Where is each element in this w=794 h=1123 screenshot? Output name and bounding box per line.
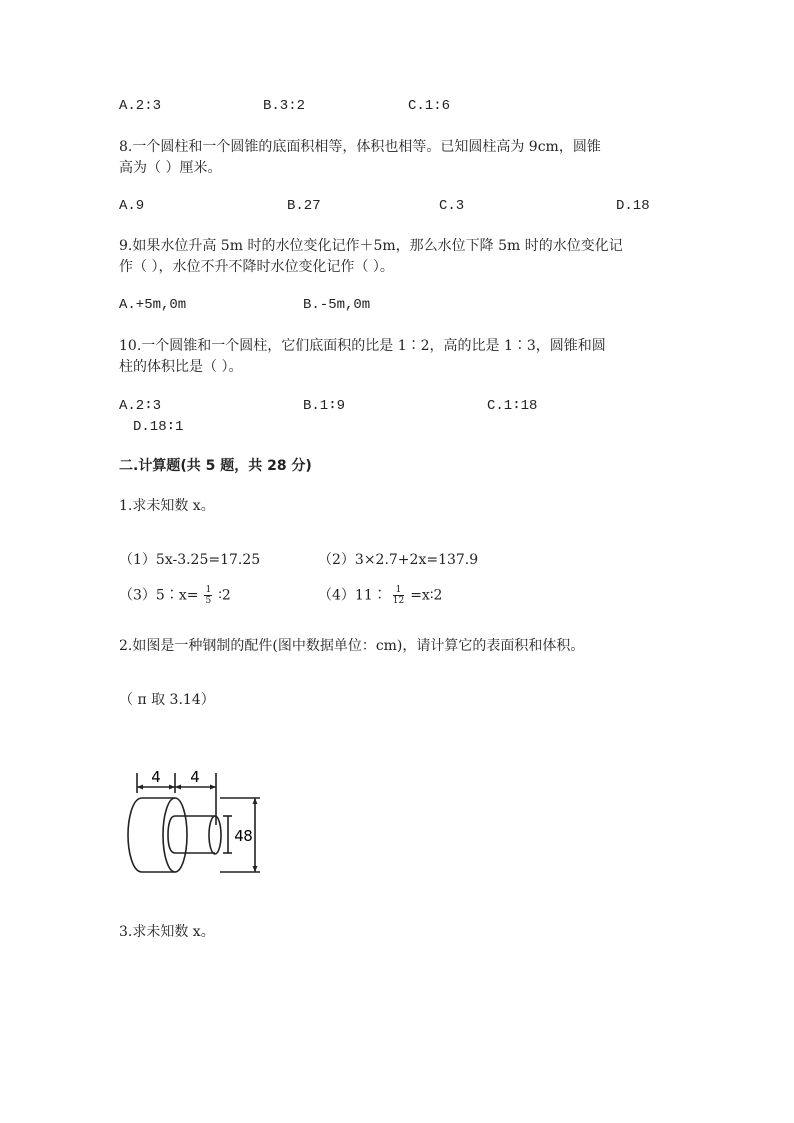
- small-cylinder-back: [168, 816, 175, 853]
- arrow-right-end: [210, 785, 216, 790]
- q9-text-line2: 作（ ），水位不升不降时水位变化记作（ ）。: [119, 259, 394, 275]
- q8-option-c: C.3: [439, 198, 465, 214]
- steel-part-figure: [120, 765, 270, 880]
- label-right-length: 4: [190, 768, 200, 786]
- calc1-equation-3: [119, 585, 231, 606]
- calc1-eq3-suffix: ∶2: [218, 587, 231, 604]
- calc1-equation-1: （1）5x-3.25=17.25: [119, 552, 261, 568]
- calc1-eq3-denominator: 5: [205, 596, 212, 606]
- calc1-equation-2: （2）3×2.7+2x=137.9: [318, 552, 479, 568]
- q7-option-b: B.3:2: [263, 98, 306, 114]
- big-cylinder-edges: [142, 798, 175, 872]
- arrow-big-bottom: [253, 866, 258, 872]
- q8-option-b: B.27: [287, 198, 321, 214]
- big-cylinder-right-face: [163, 798, 187, 872]
- calc3-prompt: 3.求未知数 x。: [119, 924, 215, 940]
- arrow-left-end: [137, 785, 143, 790]
- q10-text-line1: 10.一个圆锥和一个圆柱，它们底面积的比是 1∶2，高的比是 1∶3，圆锥和圆: [119, 338, 606, 354]
- calc1-eq3-fraction: [204, 585, 212, 606]
- big-cylinder-left-face: [128, 798, 142, 872]
- calc1-eq4-denominator: 12: [392, 596, 405, 606]
- calc2-pi-note: （ π 取 3.14）: [119, 692, 215, 708]
- q9-option-a: A.+5m,0m: [119, 297, 187, 313]
- q10-option-c: C.1∶18: [487, 398, 538, 414]
- section-heading: 二.计算题(共 5 题，共 28 分): [119, 458, 312, 474]
- q10-text-line2: 柱的体积比是（ ）。: [119, 359, 243, 375]
- q9-option-b: B.-5m,0m: [303, 297, 371, 313]
- calc1-eq4-suffix: =x∶2: [410, 587, 443, 604]
- calc1-eq3-numerator: 1: [205, 585, 212, 595]
- arrow-left-mid: [169, 785, 175, 790]
- q7-option-c: C.1:6: [408, 98, 451, 114]
- q8-option-a: A.9: [119, 198, 145, 214]
- calc1-eq4-fraction: [393, 585, 404, 606]
- calc1-eq4-numerator: 1: [393, 585, 404, 596]
- q7-option-a: A.2:3: [119, 98, 162, 114]
- calc1-eq4-prefix: （4）11∶: [318, 587, 387, 604]
- label-big-diameter: 8: [243, 827, 253, 845]
- label-small-diameter: 4: [234, 827, 244, 845]
- arrow-big-top: [253, 798, 258, 804]
- calc1-prompt: 1.求未知数 x。: [119, 498, 215, 514]
- q10-option-a: A.2∶3: [119, 398, 162, 414]
- q10-option-d: D.18∶1: [133, 419, 184, 435]
- calc1-equation-4: [318, 585, 442, 606]
- label-left-length: 4: [151, 768, 161, 786]
- q8-text-line2: 高为（ ）厘米。: [119, 160, 222, 176]
- calc1-eq3-prefix: （3）5∶x=: [119, 587, 199, 604]
- q9-text-line1: 9.如果水位升高 5m 时的水位变化记作＋5m，那么水位下降 5m 时的水位变化记: [119, 238, 623, 254]
- small-cylinder-right-face: [209, 816, 221, 854]
- arrow-right-mid: [175, 785, 181, 790]
- calc2-prompt: 2.如图是一种钢制的配件(图中数据单位：cm)，请计算它的表面积和体积。: [119, 638, 585, 654]
- q8-option-d: D.18: [616, 198, 650, 214]
- q8-text-line1: 8.一个圆柱和一个圆锥的底面积相等，体积也相等。已知圆柱高为 9cm，圆锥: [119, 139, 601, 155]
- q10-option-b: B.1∶9: [303, 398, 346, 414]
